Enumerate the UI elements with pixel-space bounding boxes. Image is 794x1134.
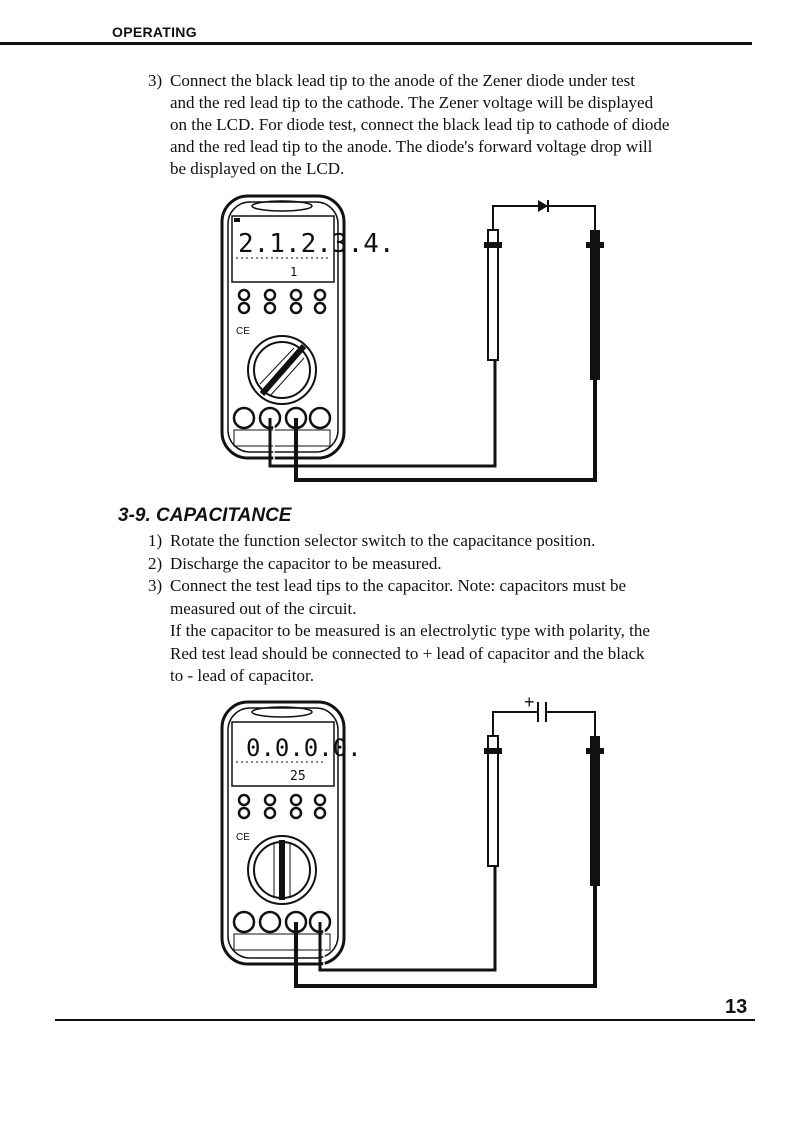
capacitance-line: Red test lead should be connected to + lead of capacitor and the black [170,643,645,663]
step-number: 3) [148,576,163,595]
diode-line: Connect the black lead tip to the anode of the Zener diode under test [170,71,635,90]
lcd-sub-reading: 25 [290,769,306,784]
footer-rule [55,1019,755,1021]
capacitor-plus-label: + [524,692,535,712]
capacitance-line: to - lead of capacitor. [170,666,314,685]
step-text: Connect the test lead tips to the capacitor. Note: capacitors must be [170,576,627,595]
ce-mark: CE [236,832,250,843]
multimeter-illustration [222,702,362,964]
diode-test-diagram [220,190,610,485]
diode-line: and the red lead tip to the anode. The diode's forward voltage drop will [170,137,653,156]
capacitance-step [148,553,748,576]
step-number: 2) [148,553,163,573]
lcd-main-reading: 0.0.0.0. [246,734,362,762]
step-text: Rotate the function selector switch to the capacitance position. [170,531,596,550]
capacitor-symbol-icon [538,702,546,722]
lcd-main-reading: 2.1.2.3.4. [238,229,395,259]
multimeter-illustration [222,196,395,458]
page-number: 13 [725,996,748,1018]
section-header: OPERATING [112,24,197,40]
diode-line: be displayed on the LCD. [170,159,345,178]
capacitance-section-title: 3-9. CAPACITANCE [118,505,292,526]
capacitance-test-diagram [220,690,610,990]
ce-mark: CE [236,326,250,337]
step-number: 1) [148,531,163,550]
diode-line: and the red lead tip to the cathode. The Zener voltage will be displayed [170,93,654,112]
capacitance-line: measured out of the circuit. [170,598,357,618]
header-rule [0,42,752,45]
diode-line: on the LCD. For diode test, connect the black lead tip to cathode of diode [170,115,670,134]
diode-step-number: 3) [148,71,163,90]
capacitance-steps [148,530,748,688]
lcd-sub-reading: 1 [290,265,298,279]
diode-symbol-icon [538,200,548,212]
diode-instructions [148,70,748,180]
capacitance-step [148,575,748,598]
step-text: Discharge the capacitor to be measured. [170,553,442,573]
capacitance-step [148,530,748,553]
capacitance-line: If the capacitor to be measured is an electrolytic type with polarity, the [170,621,650,640]
